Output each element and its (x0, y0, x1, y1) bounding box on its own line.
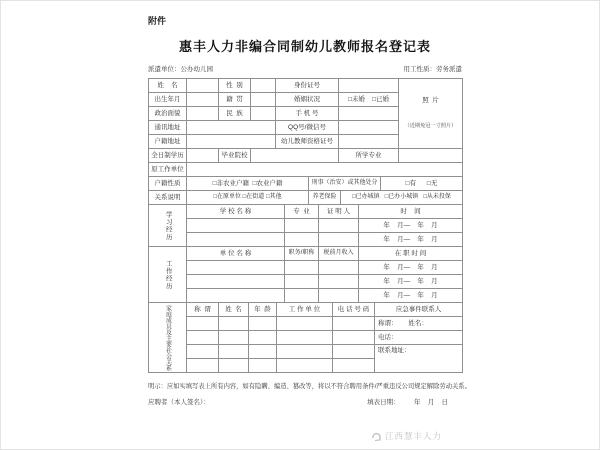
family-phone-input-cell (333, 359, 375, 373)
table-row (149, 303, 463, 317)
emergency-relation-name-cell: 称谓： 姓名： (375, 317, 463, 331)
study-section-text: 学习经历 (164, 210, 172, 241)
family-age-input-cell (249, 331, 277, 345)
birth-label: 出生年月 (149, 93, 187, 107)
family-employer-input-cell (277, 359, 333, 373)
basic-info-table (148, 78, 463, 163)
table-row (149, 247, 463, 261)
major-label: 所学专业 (339, 149, 399, 163)
family-table (148, 302, 463, 373)
family-phone-input-cell (333, 345, 375, 359)
household-type-label: 户籍性质 (149, 177, 187, 191)
table-row (149, 317, 463, 331)
family-name-input-cell (219, 317, 249, 331)
major-input-cell (399, 149, 463, 163)
income-input-cell (319, 261, 359, 275)
witness-header: 证 明 人 (319, 205, 359, 219)
family-phone-input-cell (333, 331, 375, 345)
study-history-table (148, 204, 463, 247)
study-time-range: 年 月— 年 月 (359, 219, 463, 233)
table-row (149, 163, 463, 177)
teacher-cert-label: 幼儿教师资格证号 (276, 135, 339, 149)
address-label: 通讯地址 (149, 121, 187, 135)
table-row (149, 345, 463, 359)
watermark-logo-icon (371, 431, 382, 442)
prev-employer-input-cell (187, 163, 463, 177)
family-age-header: 年 龄 (249, 303, 277, 317)
work-time-range: 年 月— 年 月 (359, 275, 463, 289)
political-label: 政治面貌 (149, 107, 187, 121)
qq-wechat-label: QQ号/微信号 (276, 121, 339, 135)
family-name-input-cell (219, 345, 249, 359)
family-relation-input-cell (187, 331, 219, 345)
mobile-label: 手 机 号 (276, 107, 339, 121)
position-input-cell (285, 289, 319, 303)
employment-type-label: 用工性质：劳务派遣 (403, 66, 462, 73)
prev-employer-label: 原工作单位 (149, 163, 187, 177)
position-header: 职务/职称 (285, 247, 319, 261)
ethnic-input-cell (251, 107, 276, 121)
form-title: 惠丰人力非编合同制幼儿教师报名登记表 (178, 39, 431, 54)
study-time-range: 年 月— 年 月 (359, 233, 463, 247)
company-name-header: 单 位 名 称 (187, 247, 285, 261)
family-section-text: 家庭成员及主要社会关系 (164, 304, 171, 371)
company-input-cell (187, 275, 285, 289)
relation-label: 关系说明 (149, 191, 187, 205)
witness-input-cell (319, 219, 359, 233)
household-address-input-cell (187, 135, 276, 149)
pension-options: □已办城镇 □已办小城镇 □从未投保 (341, 191, 463, 205)
photo-cell (399, 79, 463, 149)
company-input-cell (187, 261, 285, 275)
table-row (149, 261, 463, 275)
declaration-note: 明示：应如实填写表上所有内容，如有隐瞒、编造、篡改等，将以不符合聘用条件/严重违反公司规定解除劳动关系。 (148, 383, 471, 390)
form-document (148, 14, 471, 406)
school-input-cell (187, 233, 285, 247)
position-input-cell (285, 275, 319, 289)
household-type-table (148, 176, 463, 191)
study-section-label (149, 205, 187, 247)
criminal-record-options: □有 □无 (381, 177, 463, 191)
family-employer-input-cell (277, 345, 333, 359)
tenure-header: 在 职 时 间 (359, 247, 463, 261)
family-relation-input-cell (187, 317, 219, 331)
pension-label: 养老保险 (309, 191, 341, 205)
family-phone-header: 电 话 号 码 (333, 303, 375, 317)
study-major-input-cell (285, 219, 319, 233)
family-age-input-cell (249, 317, 277, 331)
family-employer-input-cell (277, 331, 333, 345)
work-time-range: 年 月— 年 月 (359, 289, 463, 303)
work-time-range: 年 月— 年 月 (359, 261, 463, 275)
photo-note: （近期免冠一寸照片） (404, 122, 457, 129)
watermark (371, 430, 442, 442)
emergency-phone-cell: 电话： (375, 331, 463, 345)
id-number-label: 身份证号 (276, 79, 339, 93)
table-row (149, 233, 463, 247)
study-major-header: 专 业 (285, 205, 319, 219)
family-relation-input-cell (187, 345, 219, 359)
photo-label: 照 片 (422, 97, 439, 105)
work-section-text: 工作经历 (164, 259, 172, 290)
watermark-text: 江西慧丰人力 (385, 431, 443, 441)
prev-employer-table (148, 162, 463, 177)
college-input-cell (251, 149, 339, 163)
gender-label: 性 别 (219, 79, 251, 93)
education-label: 全日制学历 (149, 149, 187, 163)
signature-line (148, 397, 462, 406)
origin-input-cell (251, 93, 276, 107)
gender-input-cell (251, 79, 276, 93)
table-row (149, 219, 463, 233)
work-section-label (149, 247, 187, 303)
birth-input-cell (187, 93, 219, 107)
school-name-header: 学 校 名 称 (187, 205, 285, 219)
family-age-input-cell (249, 345, 277, 359)
attachment-label: 附件 (148, 16, 167, 26)
table-row (149, 275, 463, 289)
fill-date-label: 填表日期： 年 月 日 (367, 399, 448, 406)
witness-input-cell (319, 233, 359, 247)
college-label: 毕业院校 (219, 149, 251, 163)
company-input-cell (187, 289, 285, 303)
teacher-cert-input-cell (339, 135, 399, 149)
family-employer-input-cell (277, 317, 333, 331)
income-header: 税前月收入 (319, 247, 359, 261)
table-row (149, 205, 463, 219)
relation-options: □在原单位 □在街道 □其他 (187, 191, 309, 205)
income-input-cell (319, 275, 359, 289)
household-type-options: □非农业户籍 □农业户籍 (187, 177, 309, 191)
family-section-label (149, 303, 187, 373)
id-number-input-cell (339, 79, 399, 93)
family-phone-input-cell (333, 317, 375, 331)
education-input-cell (187, 149, 219, 163)
origin-label: 籍 贯 (219, 93, 251, 107)
family-name-input-cell (219, 331, 249, 345)
income-input-cell (319, 289, 359, 303)
table-row (149, 149, 463, 163)
table-row (149, 79, 463, 93)
position-input-cell (285, 261, 319, 275)
study-time-header: 时 间 (359, 205, 463, 219)
work-history-table (148, 246, 463, 303)
family-relation-input-cell (187, 359, 219, 373)
family-name-input-cell (219, 359, 249, 373)
table-row (149, 177, 463, 191)
family-age-input-cell (249, 359, 277, 373)
name-input-cell (187, 79, 219, 93)
emergency-contact-header: 应急事件联系人 (375, 303, 463, 317)
table-row (149, 191, 463, 205)
family-employer-header: 工 作 单 位 (277, 303, 333, 317)
name-label: 姓 名 (149, 79, 187, 93)
table-row (149, 331, 463, 345)
ethnic-label: 民 族 (219, 107, 251, 121)
mobile-input-cell (339, 107, 399, 121)
table-row (149, 289, 463, 303)
school-input-cell (187, 219, 285, 233)
family-name-header: 姓 名 (219, 303, 249, 317)
applicant-signature-label: 应聘者（本人签名）： (148, 399, 210, 406)
family-relation-header: 称 谓 (187, 303, 219, 317)
marital-options: □未婚 □已婚 (339, 93, 399, 107)
dispatch-unit-label: 派遣单位：公办幼儿园 (148, 66, 213, 73)
household-address-label: 户籍地址 (149, 135, 187, 149)
qq-wechat-input-cell (339, 121, 399, 135)
form-subline (148, 64, 462, 73)
emergency-address-cell: 联系地址： (375, 345, 463, 373)
study-major-input-cell (285, 233, 319, 247)
marital-label: 婚姻状况 (276, 93, 339, 107)
criminal-record-label: 刑事（治安）或其他处分 (309, 177, 381, 191)
political-input-cell (187, 107, 219, 121)
relation-pension-table (148, 190, 463, 205)
address-input-cell (187, 121, 276, 135)
